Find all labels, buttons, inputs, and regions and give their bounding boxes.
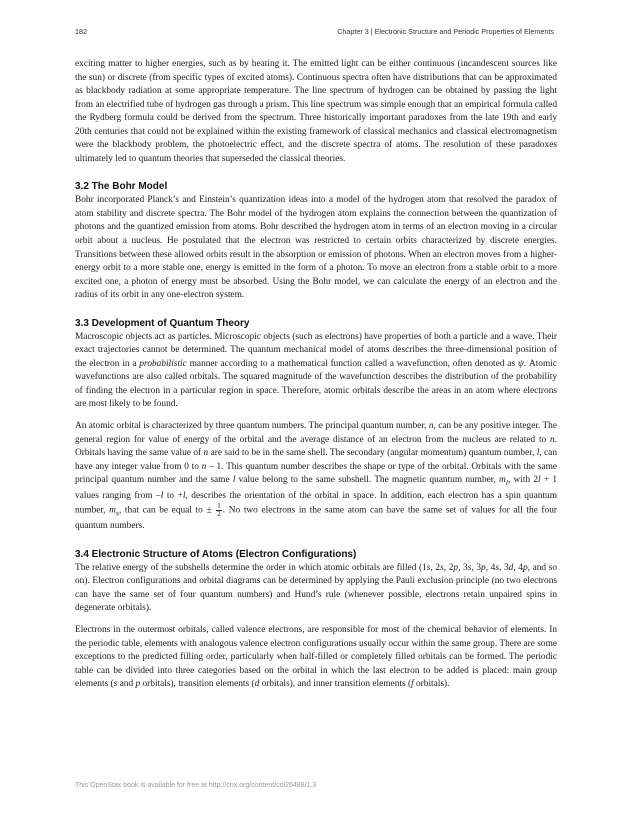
quantum-theory-paragraph-2: An atomic orbital is characterized by three quantum numbers. The principal quantum number, n, can be any positive integer. The general region for value of energy of the orbital and the average distance of an electron from the nucleus are related to n. Orbitals having the same value of n are said to be in the same shell. The secondary (angular momentum) quantum number, l, can have any integer value from 0 to n – 1. This quantum number describes the shape or type of the orbital. Orbitals with the same principal quantum number and the same l value belong to the same subshell. The magnetic quantum number, $m_l$, with 2l + 1 values ranging from –l to +l, describes the orientation of the orbital in space. In addition, each electron has a spin quantum number, $m_s$, that can be equal to ± $\frac{1}{2}$ . No two electrons in the same atom can have the same set of values for all the four quantum numbers. — [75, 421, 558, 532]
intro-paragraph: exciting matter to higher energies, such as by heating it. The emitted light can be either continuous (incandescent sources like the sun) or discrete (from specific types of excited atoms). Continuous spectra often have distributions that can be approximated as blackbody radiation at some appropriate temperature. The line spectrum of hydrogen can be obtained by passing the light from an electrified tube of hydrogen gas through a prism. This line spectrum was simple enough that an empirical formula called the Rydberg formula could be derived from the spectrum. Three historically important paradoxes from the late 19th and early 20th centuries that could not be explained within the existing framework of classical mechanics and classical electromagnetism were the blackbody problem, the photoelectric effect, and the discrete spectra of atoms. The resolution of these paradoxes ultimately led to quantum theories that superseded the classical theories. — [75, 59, 557, 164]
page-number: 182 — [75, 27, 87, 36]
quantum-theory-paragraph-1: Macroscopic objects act as particles. Microscopic objects (such as electrons) have properties of both a particle and a wave. Their exact trajectories cannot be determined. The quantum mechanical model of atoms describes the three-dimensional position of the electron in a probabilistic manner according to a mathematical function called a wavefunction, often denoted as ψ. Atomic wavefunctions are also called orbitals. The squared magnitude of the wavefunction describes the distribution of the probability of finding the electron in a particular region in space. Therefore, atomic orbitals describe the areas in an atom where electrons are most likely to be found. — [75, 331, 557, 410]
electron-config-paragraph-1: The relative energy of the subshells determine the order in which atomic orbitals are filled (1s, 2s, 2p, 3s, 3p, 4s, 3d, 4p, and so on). Electron configurations and orbital diagrams can be determined by applying the Pauli exclusion principle (no two electrons can have the same set of four quantum numbers) and Hund’s rule (whenever possible, electrons retain unpaired spins in degenerate orbitals). — [75, 562, 558, 614]
chapter-title: Chapter 3 | Electronic Structure and Periodic Properties of Elements — [337, 27, 554, 36]
one-half-fraction: $\frac{1}{2}$ — [217, 502, 221, 519]
section-heading-3-4: 3.4 Electronic Structure of Atoms (Electron Configurations) — [75, 548, 357, 560]
section-heading-3-2: 3.2 The Bohr Model — [75, 181, 168, 193]
page-header — [75, 27, 554, 39]
electron-config-paragraph-2: Electrons in the outermost orbitals, called valence electrons, are responsible for most of the chemical behavior of elements. In the periodic table, elements with analogous valence electron configurations usually occur within the same group. There are some exceptions to the predicted filling order, particularly when half-filled or completely filled orbitals can be formed. The periodic table can be divided into three categories based on the orbital in which the last electron to be added is placed: main group elements (s and p orbitals), transition elements (d orbitals), and inner transition elements (f orbitals). — [75, 624, 557, 690]
page-footer: This OpenStax book is available for free at http://cnx.org/content/col26488/1.3 — [75, 782, 317, 789]
section-heading-3-3: 3.3 Development of Quantum Theory — [75, 317, 250, 329]
bohr-model-paragraph: Bohr incorporated Planck’s and Einstein’s quantization ideas into a model of the hydrogen atom that resolved the paradox of atom stability and discrete spectra. The Bohr model of the hydrogen atom explains the connection between the quantization of photons and the quantized emission from atoms. Bohr described the hydrogen atom in terms of an electron moving in a circular orbit about a nucleus. He postulated that the electron was restricted to certain orbits characterized by discrete energies. Transitions between these allowed orbits result in the absorption or emission of photons. When an electron moves from a higher-energy orbit to a more stable one, energy is emitted in the form of a photon. To move an electron from a stable orbit to a more excited one, a photon of energy must be absorbed. Using the Bohr model, we can calculate the energy of an electron and the radius of its orbit in any one-electron system. — [75, 195, 557, 301]
page-content — [75, 58, 557, 700]
